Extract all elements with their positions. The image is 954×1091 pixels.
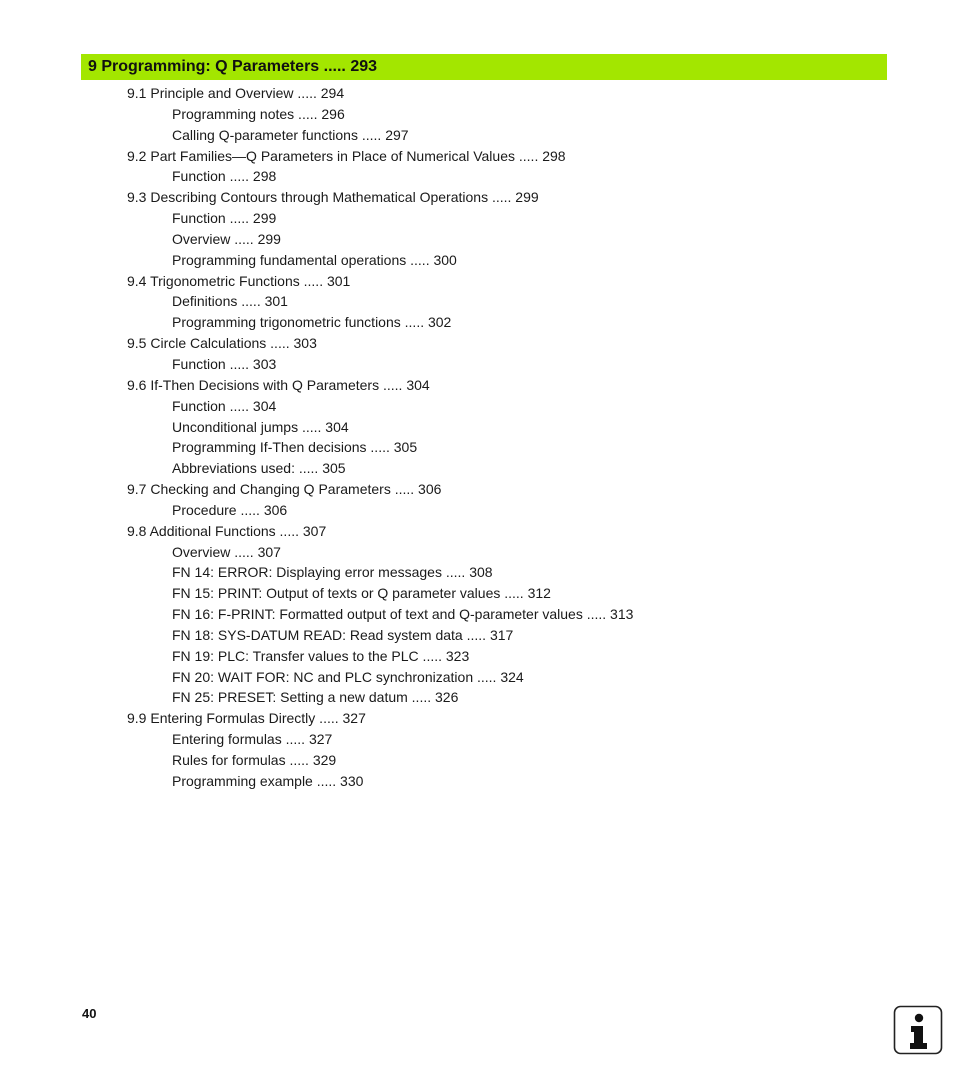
toc-subsection-entry[interactable]: Function ..... 299 — [172, 210, 277, 227]
toc-subsection-entry[interactable]: Rules for formulas ..... 329 — [172, 752, 337, 768]
toc-subsection-entry[interactable]: Unconditional jumps ..... 304 — [172, 418, 349, 435]
toc-subsection-entry[interactable]: Entering formulas ..... 327 — [172, 731, 333, 748]
toc-section-entry[interactable]: 9.8 Additional Functions ..... 307 — [127, 522, 327, 539]
toc-subsection-entry[interactable]: Function ..... 298 — [172, 168, 277, 185]
toc-section-entry[interactable]: 9.1 Principle and Overview ..... 294 — [127, 85, 345, 101]
toc-subsection-entry[interactable]: Function ..... 304 — [172, 397, 277, 414]
toc-subsection-entry[interactable]: Calling Q-parameter functions ..... 297 — [172, 126, 409, 143]
info-icon — [893, 1005, 943, 1055]
toc-section-entry[interactable]: 9.9 Entering Formulas Directly ..... 327 — [127, 710, 366, 727]
table-of-contents — [0, 83, 954, 792]
toc-subsection-entry[interactable]: Definitions ..... 301 — [172, 293, 288, 310]
page-number: 40 — [82, 1006, 97, 1021]
toc-subsection-entry[interactable]: Programming example ..... 330 — [172, 772, 364, 789]
toc-subsection-entry[interactable]: Procedure ..... 306 — [172, 501, 288, 518]
toc-section-entry[interactable]: 9.6 If-Then Decisions with Q Parameters ..... 304 — [127, 376, 430, 393]
chapter-title: 9 Programming: Q Parameters ..... 293 — [88, 58, 378, 75]
toc-subsection-entry[interactable]: Overview ..... 299 — [172, 230, 281, 247]
toc-subsection-entry[interactable]: Overview ..... 307 — [172, 543, 281, 560]
toc-subsection-entry[interactable]: Programming If-Then decisions ..... 305 — [172, 439, 418, 456]
toc-subsection-entry[interactable]: FN 15: PRINT: Output of texts or Q parameter values ..... 312 — [172, 585, 551, 602]
toc-section-entry[interactable]: 9.5 Circle Calculations ..... 303 — [127, 335, 317, 352]
toc-subsection-entry[interactable]: Function ..... 303 — [172, 355, 277, 372]
toc-section-entry[interactable]: 9.2 Part Families—Q Parameters in Place of Numerical Values ..... 298 — [127, 147, 566, 164]
toc-subsection-entry[interactable]: Programming trigonometric functions ..... 302 — [172, 314, 452, 331]
toc-section-entry[interactable]: 9.3 Describing Contours through Mathematical Operations ..... 299 — [127, 189, 539, 206]
toc-subsection-entry[interactable]: FN 19: PLC: Transfer values to the PLC ..... 323 — [172, 647, 470, 664]
toc-subsection-entry[interactable]: Programming notes ..... 296 — [172, 105, 345, 122]
toc-subsection-entry[interactable]: FN 16: F-PRINT: Formatted output of text and Q-parameter values ..... 313 — [172, 606, 634, 623]
toc-subsection-entry[interactable]: FN 20: WAIT FOR: NC and PLC synchronization ..... 324 — [172, 668, 524, 685]
toc-subsection-entry[interactable]: Abbreviations used: ..... 305 — [172, 460, 346, 477]
toc-subsection-entry[interactable]: FN 14: ERROR: Displaying error messages ..... 308 — [172, 564, 493, 581]
toc-section-entry[interactable]: 9.7 Checking and Changing Q Parameters ..... 306 — [127, 481, 442, 498]
toc-subsection-entry[interactable]: FN 18: SYS-DATUM READ: Read system data ..... 317 — [172, 626, 514, 643]
toc-section-entry[interactable]: 9.4 Trigonometric Functions ..... 301 — [127, 272, 351, 289]
chapter-heading-bar — [81, 54, 887, 80]
toc-subsection-entry[interactable]: FN 25: PRESET: Setting a new datum ..... 326 — [172, 689, 459, 706]
toc-subsection-entry[interactable]: Programming fundamental operations ..... 300 — [172, 251, 457, 268]
